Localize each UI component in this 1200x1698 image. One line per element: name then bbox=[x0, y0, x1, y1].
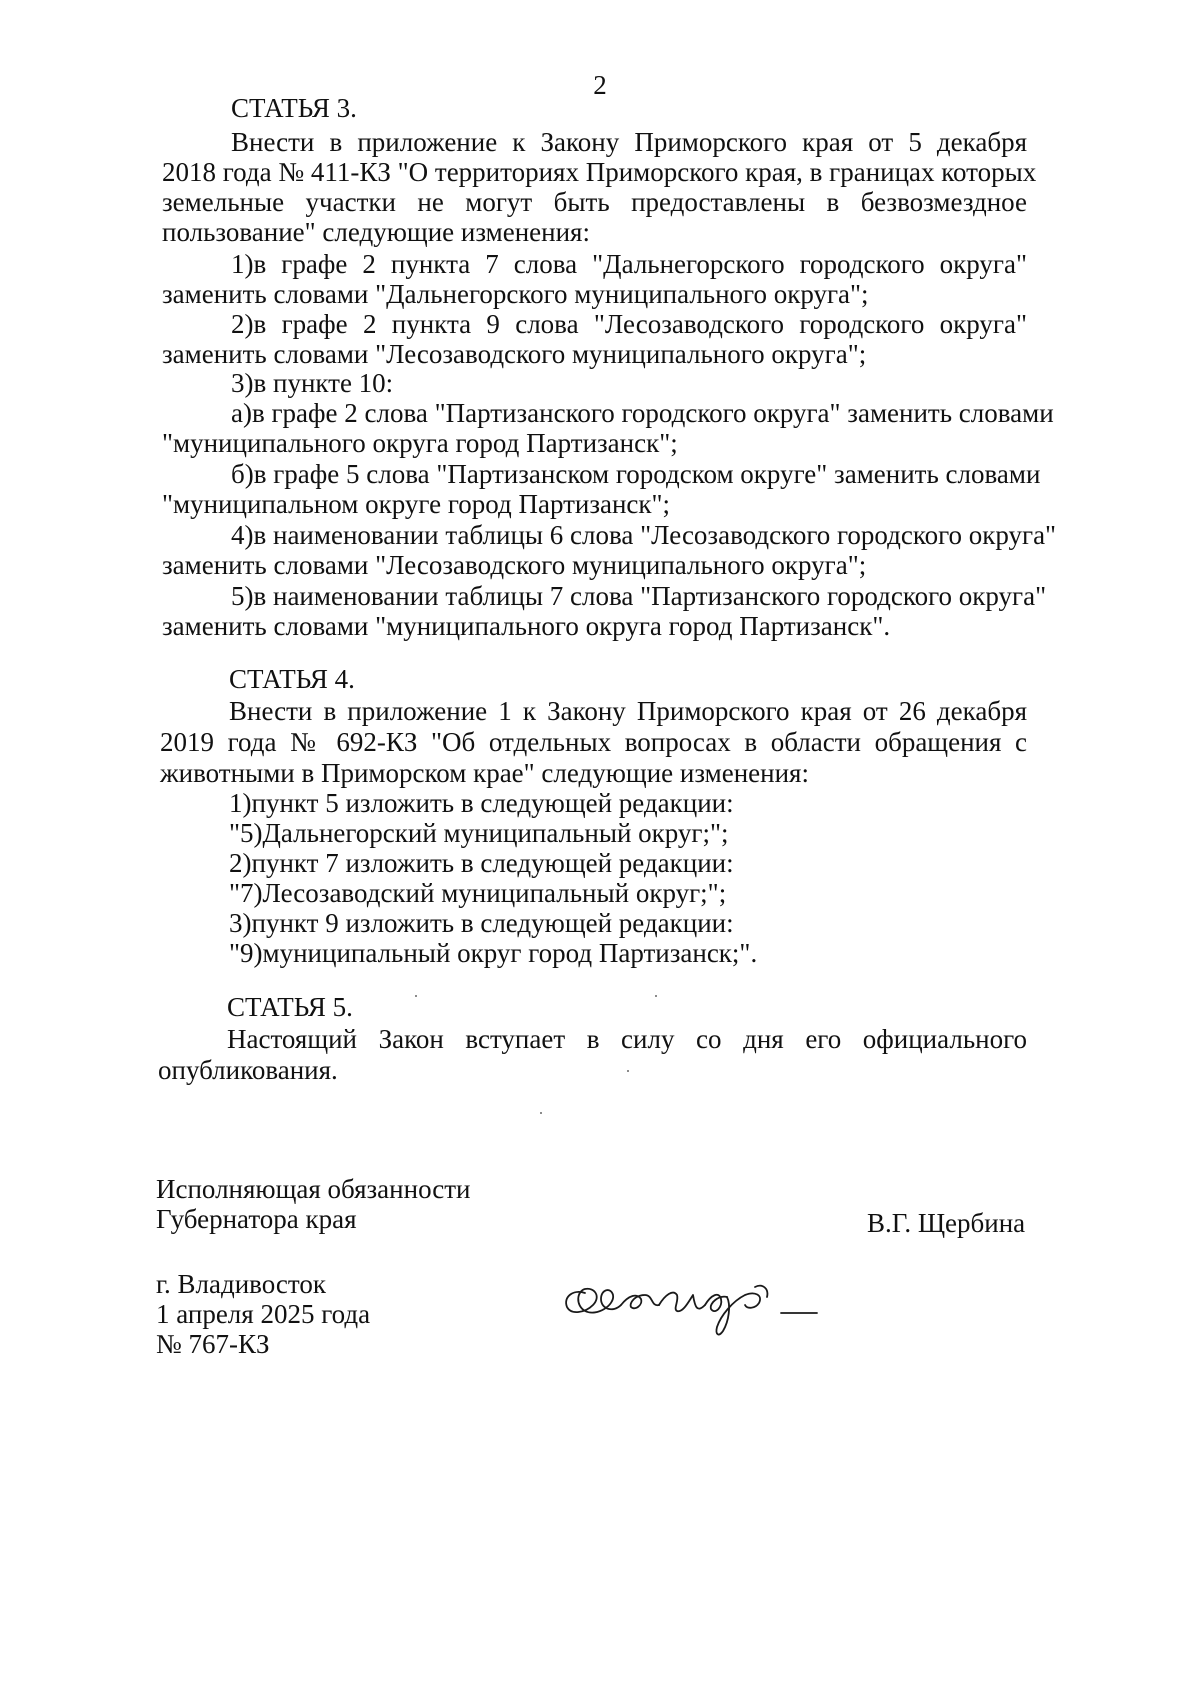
article3-line: "муниципального округа город Партизанск"; bbox=[162, 428, 678, 458]
footer-date: 1 апреля 2025 года bbox=[156, 1299, 371, 1329]
article4-line: Внести в приложение 1 к Закону Приморского края от 26 декабря bbox=[229, 696, 1027, 726]
page-number: 2 bbox=[593, 70, 607, 100]
scan-speck bbox=[655, 995, 657, 997]
article3-line: 2018 года № 411-КЗ "О территориях Приморского края, в границах которых bbox=[162, 157, 1037, 187]
article3-line: земельные участки не могут быть предоставлены в безвозмездное bbox=[162, 187, 1027, 217]
article5-line: Настоящий Закон вступает в силу со дня его официального bbox=[227, 1024, 1027, 1054]
article4-heading: СТАТЬЯ 4. bbox=[229, 664, 355, 694]
scan-speck bbox=[415, 995, 417, 997]
article3-heading: СТАТЬЯ 3. bbox=[231, 93, 357, 123]
article3-line: б)в графе 5 слова "Партизанском городском округе" заменить словами bbox=[231, 459, 1041, 489]
article3-line: пользование" следующие изменения: bbox=[162, 217, 590, 247]
handwritten-signature bbox=[555, 1265, 825, 1355]
article4-line: "5)Дальнегорский муниципальный округ;"; bbox=[229, 818, 729, 848]
article5-heading: СТАТЬЯ 5. bbox=[227, 992, 353, 1022]
article4-line: 3)пункт 9 изложить в следующей редакции: bbox=[229, 908, 734, 938]
article3-line: заменить словами "муниципального округа город Партизанск". bbox=[162, 611, 891, 641]
scan-speck bbox=[540, 1112, 542, 1114]
signatory-title-line2: Губернатора края bbox=[156, 1204, 357, 1234]
scan-speck bbox=[627, 1070, 629, 1072]
article3-line: 1)в графе 2 пункта 7 слова "Дальнегорского городского округа" bbox=[231, 249, 1027, 279]
article3-line: заменить словами "Лесозаводского муниципального округа"; bbox=[162, 550, 867, 580]
signatory-name: В.Г. Щербина bbox=[867, 1208, 1026, 1238]
article3-line: а)в графе 2 слова "Партизанского городского округа" заменить словами bbox=[231, 398, 1054, 428]
article3-line: заменить словами "Лесозаводского муниципального округа"; bbox=[162, 339, 867, 369]
article4-line: животными в Приморском крае" следующие изменения: bbox=[160, 758, 809, 788]
article3-line: 3)в пункте 10: bbox=[231, 368, 394, 398]
article5-line: опубликования. bbox=[158, 1055, 338, 1085]
article4-line: "7)Лесозаводский муниципальный округ;"; bbox=[229, 878, 727, 908]
article3-line: 4)в наименовании таблицы 6 слова "Лесозаводского городского округа" bbox=[231, 520, 1057, 550]
article3-line: 5)в наименовании таблицы 7 слова "Партизанского городского округа" bbox=[231, 581, 1047, 611]
article3-line: "муниципальном округе город Партизанск"; bbox=[162, 489, 671, 519]
article3-line: заменить словами "Дальнегорского муниципального округа"; bbox=[162, 279, 869, 309]
article4-line: "9)муниципальный округ город Партизанск;". bbox=[229, 938, 758, 968]
article3-line: 2)в графе 2 пункта 9 слова "Лесозаводского городского округа" bbox=[231, 309, 1027, 339]
article4-line: 1)пункт 5 изложить в следующей редакции: bbox=[229, 788, 734, 818]
article4-line: 2)пункт 7 изложить в следующей редакции: bbox=[229, 848, 734, 878]
article3-line: Внести в приложение к Закону Приморского края от 5 декабря bbox=[231, 127, 1027, 157]
article4-line: 2019 года № 692-КЗ "Об отдельных вопросах в области обращения с bbox=[160, 727, 1027, 757]
signatory-title-line1: Исполняющая обязанности bbox=[156, 1174, 471, 1204]
footer-law-number: № 767-КЗ bbox=[156, 1329, 270, 1359]
footer-city: г. Владивосток bbox=[156, 1269, 326, 1299]
